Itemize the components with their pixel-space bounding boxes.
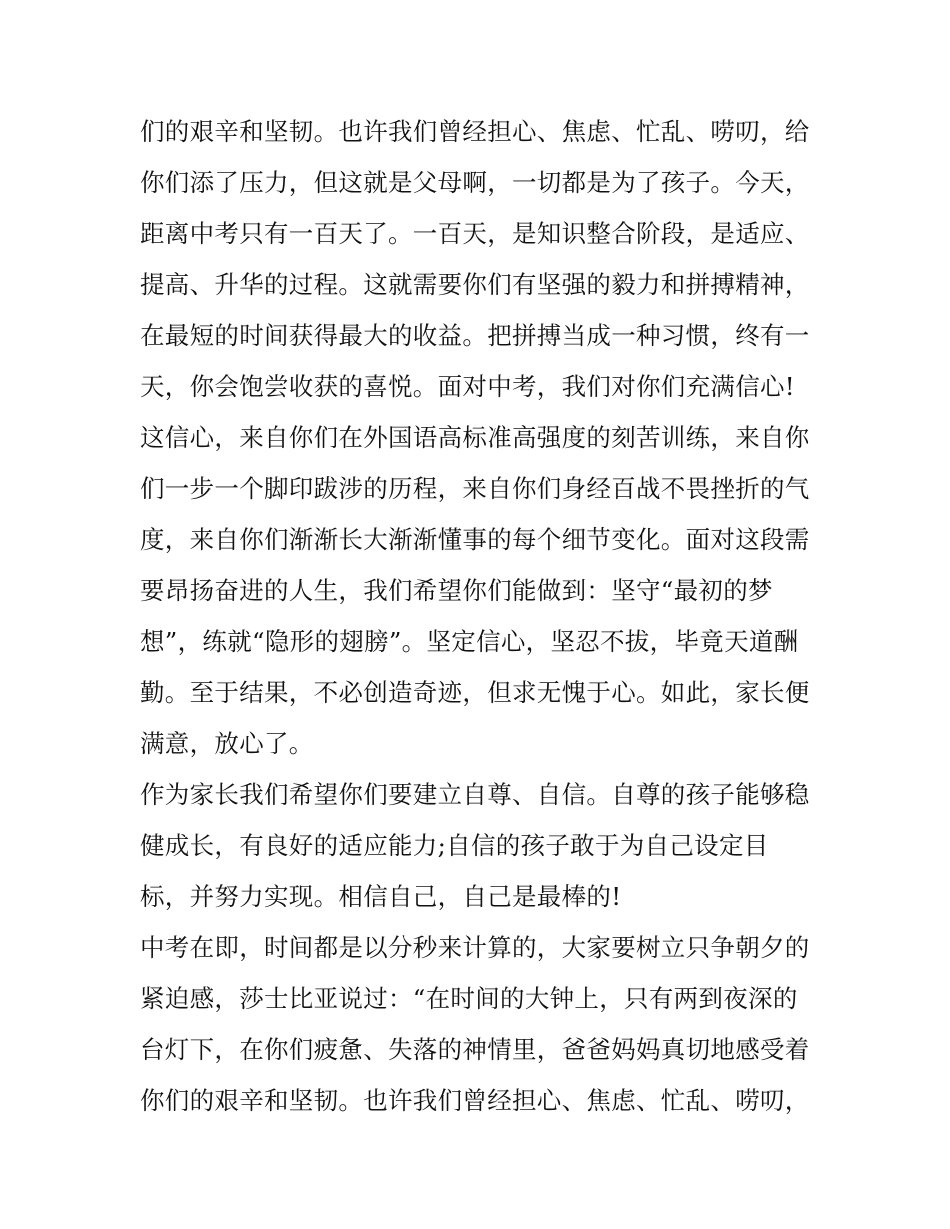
text-line-1: 们的艰辛和坚韧。也许我们曾经担心、焦虑、忙乱、唠叨，给 <box>140 117 810 146</box>
text-line-13: 满意，放心了。 <box>140 729 314 758</box>
text-line-3: 距离中考只有一百天了。一百天，是知识整合阶段，是适应、 <box>140 219 810 248</box>
body-text <box>140 106 820 1126</box>
text-line-2: 你们添了压力，但这就是父母啊，一切都是为了孩子。今天， <box>140 168 810 197</box>
text-line-15: 健成长，有良好的适应能力;自信的孩子敢于为自己设定目 <box>140 831 769 860</box>
text-line-9: 度，来自你们渐渐长大渐渐懂事的每个细节变化。面对这段需 <box>140 525 810 554</box>
text-line-11: 想”，练就“隐形的翅膀”。坚定信心，坚忍不拔，毕竟天道酬 <box>140 627 799 656</box>
text-line-10: 要昂扬奋进的人生，我们希望你们能做到：坚守“最初的梦 <box>140 576 773 605</box>
text-line-12: 勤。至于结果，不必创造奇迹，但求无愧于心。如此，家长便 <box>140 678 810 707</box>
text-line-4: 提高、升华的过程。这就需要你们有坚强的毅力和拼搏精神， <box>140 270 810 299</box>
text-line-19: 台灯下，在你们疲惫、失落的神情里，爸爸妈妈真切地感受着 <box>140 1035 810 1064</box>
text-line-20: 你们的艰辛和坚韧。也许我们曾经担心、焦虑、忙乱、唠叨， <box>140 1086 810 1115</box>
text-line-7: 这信心，来自你们在外国语高标准高强度的刻苦训练，来自你 <box>140 423 810 452</box>
text-line-17: 中考在即，时间都是以分秒来计算的，大家要树立只争朝夕的 <box>140 933 810 962</box>
text-line-18: 紧迫感，莎士比亚说过：“在时间的大钟上，只有两到夜深的 <box>140 984 798 1013</box>
text-line-6: 天，你会饱尝收获的喜悦。面对中考，我们对你们充满信心! <box>140 372 795 401</box>
text-line-8: 们一步一个脚印跋涉的历程，来自你们身经百战不畏挫折的气 <box>140 474 810 503</box>
text-line-14: 作为家长我们希望你们要建立自尊、自信。自尊的孩子能够稳 <box>140 780 810 809</box>
text-line-16: 标，并努力实现。相信自己，自己是最棒的! <box>140 882 622 911</box>
text-line-5: 在最短的时间获得最大的收益。把拼搏当成一种习惯，终有一 <box>140 321 810 350</box>
